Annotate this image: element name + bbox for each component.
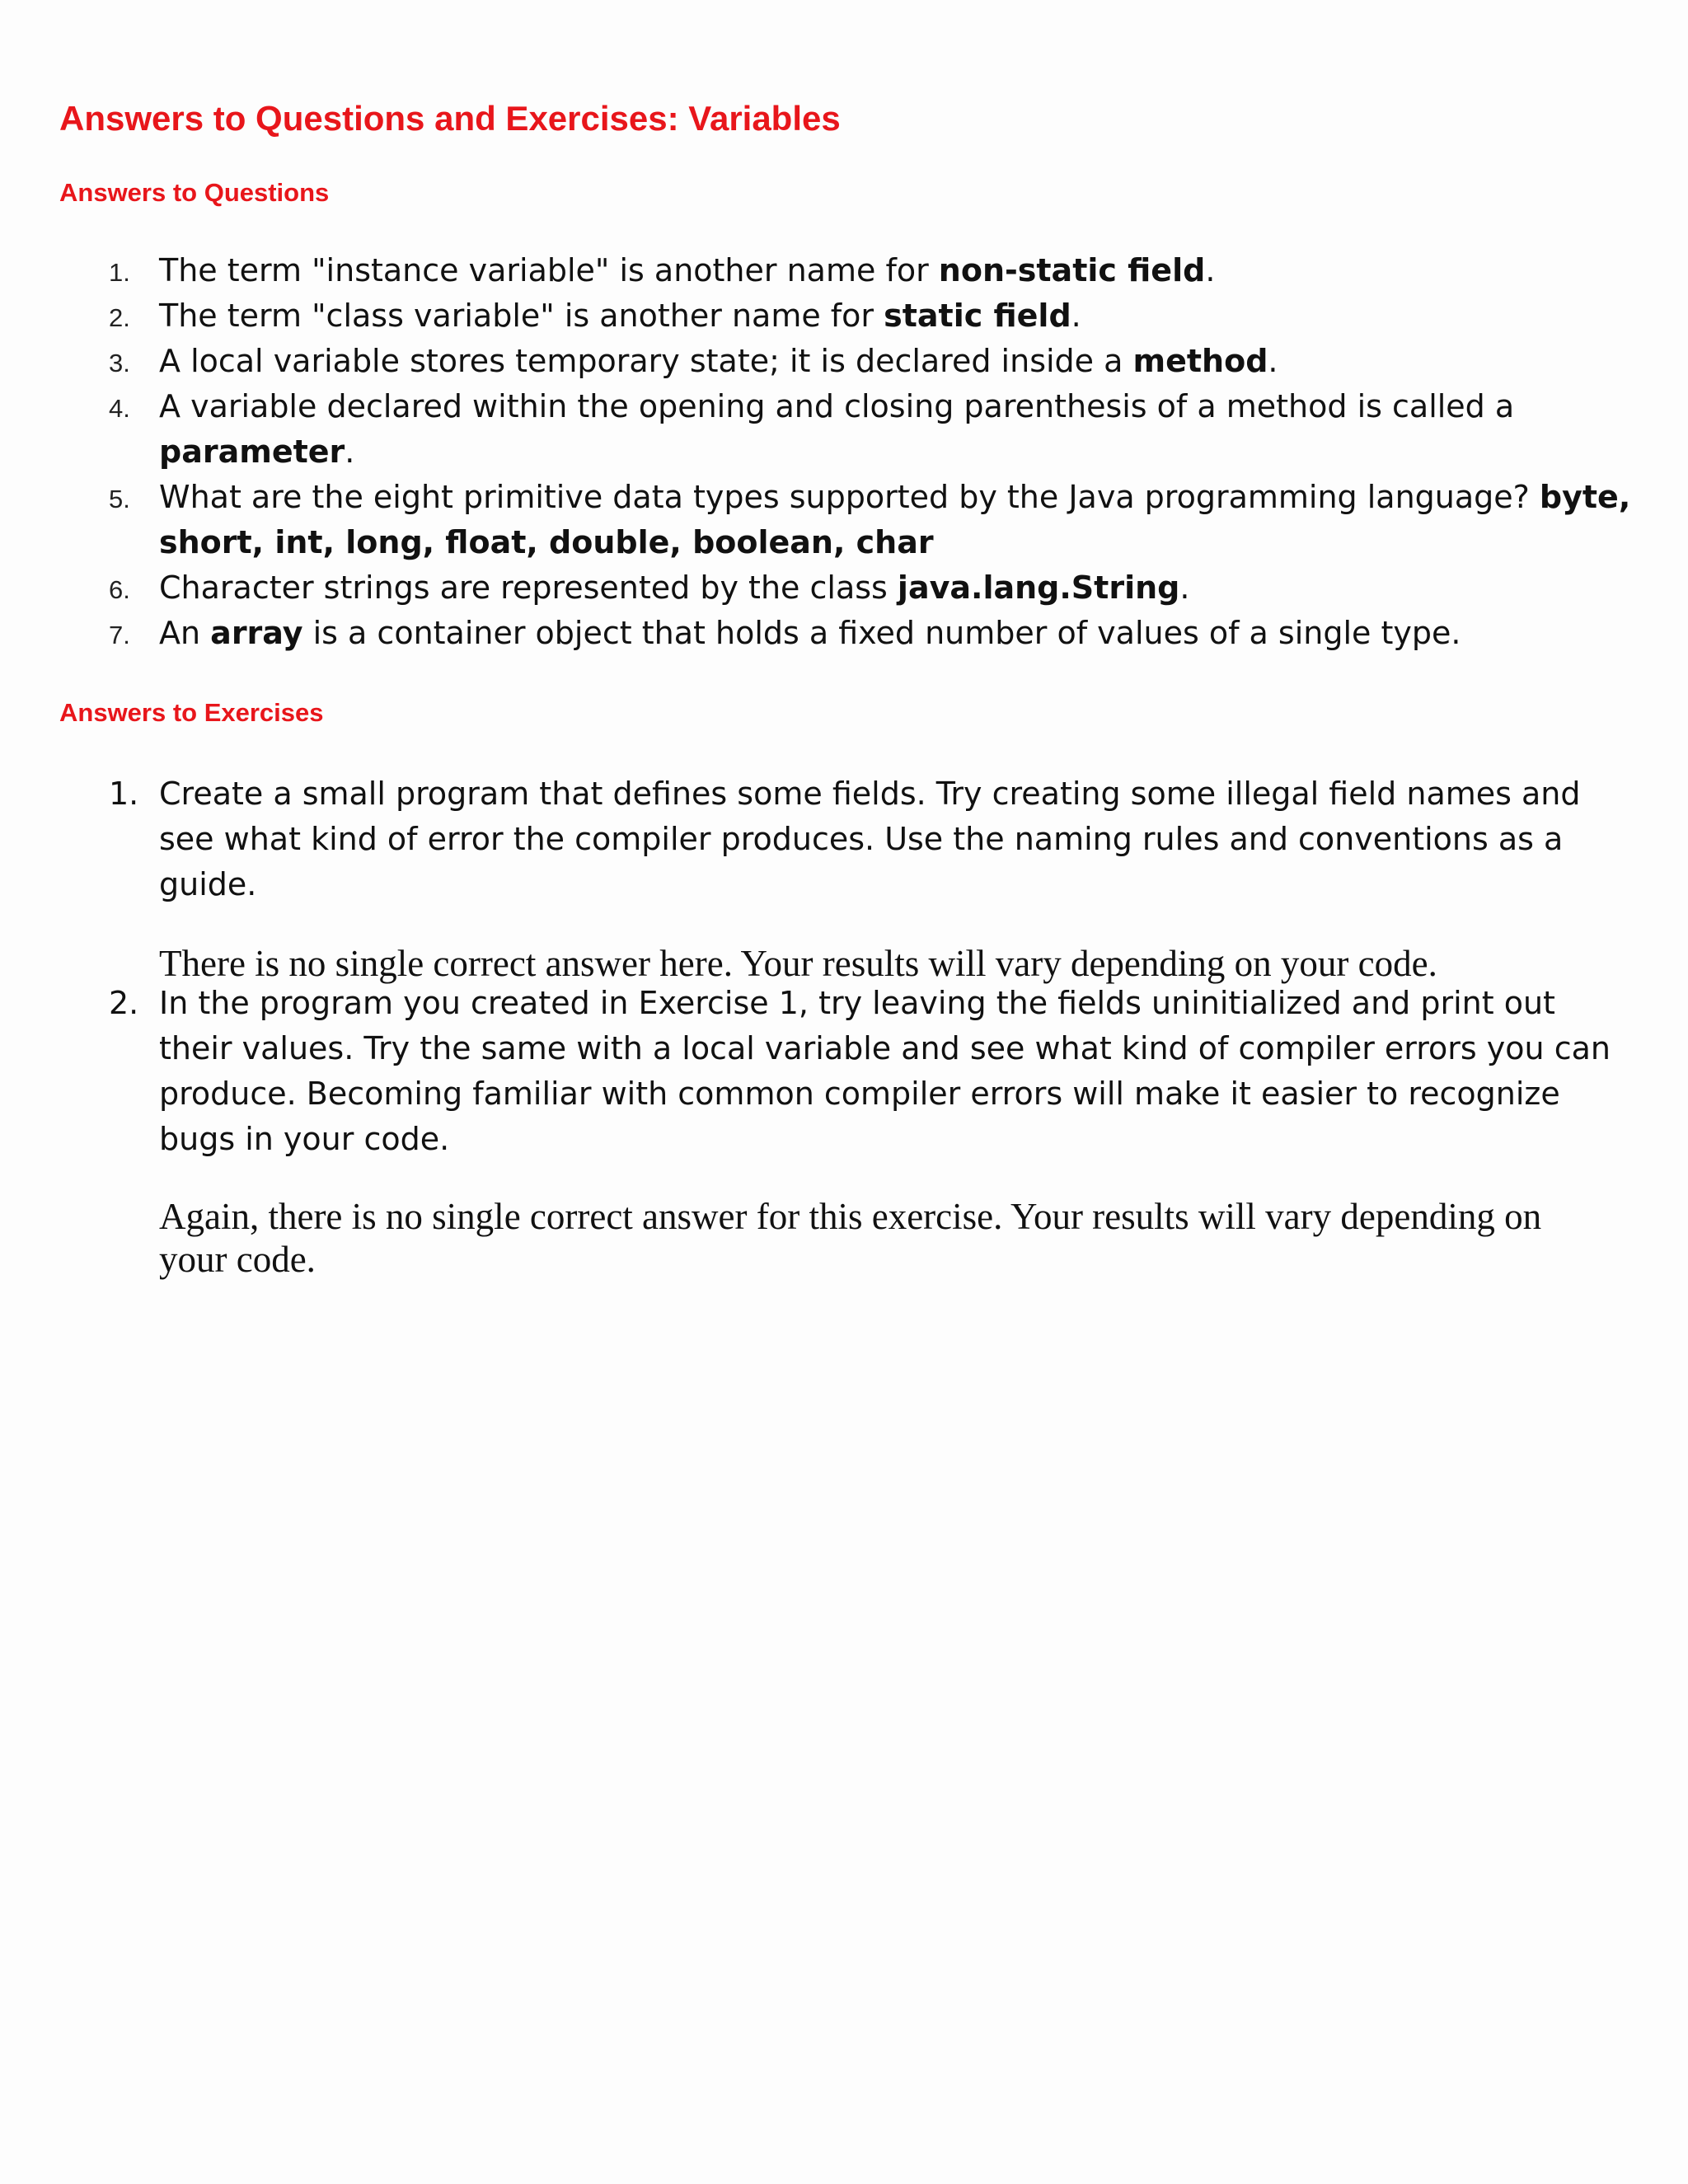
question-answer-item — [0, 611, 1634, 656]
list-number: 1. — [109, 258, 130, 287]
answer-term: static field — [884, 298, 1071, 334]
list-number: 7. — [109, 621, 130, 649]
question-answer-item — [0, 565, 1634, 611]
question-answer-item — [0, 339, 1634, 384]
question-text-end: is a container object that holds a fixed number of values of a single type. — [302, 615, 1461, 651]
question-text: The term "class variable" is another name for — [159, 298, 884, 334]
exercise-number: 2. — [109, 985, 139, 1021]
question-text-end: . — [1268, 343, 1278, 379]
questions-list — [0, 248, 1648, 656]
question-answer-item — [0, 248, 1634, 293]
exercise-text: Create a small program that defines some fields. Try creating some illegal field names and see what kind of error the compiler produces. Use the naming rules and conventions as a guide. — [159, 776, 1581, 902]
exercise-text: In the program you created in Exercise 1, try leaving the fields uninitialized and print out their values. Try the same with a local variable and see what kind of compiler errors you can produce. Becoming familiar with common compiler errors will make it easier to recognize bugs in your code. — [159, 985, 1611, 1157]
question-text: The term "instance variable" is another name for — [159, 252, 939, 288]
answer-term: array — [210, 615, 303, 651]
exercise-answer: Again, there is no single correct answer for this exercise. Your results will vary depending on your code. — [159, 1196, 1542, 1280]
questions-heading: Answers to Questions — [59, 178, 330, 207]
question-text: An — [159, 615, 211, 651]
list-number: 6. — [109, 575, 130, 604]
answer-term: parameter — [159, 434, 345, 470]
question-answer-item — [0, 293, 1634, 339]
list-number: 4. — [109, 394, 130, 423]
question-text: A variable declared within the opening and closing parenthesis of a method is called a — [159, 388, 1515, 424]
question-text: A local variable stores temporary state; it is declared inside a — [159, 343, 1133, 379]
exercises-heading: Answers to Exercises — [59, 698, 324, 727]
question-answer-item — [0, 384, 1634, 475]
question-answer-item — [0, 475, 1634, 565]
answer-term: byte, short, int, long, float, double, boolean, char — [159, 479, 1631, 560]
question-text-end: . — [345, 434, 355, 470]
question-text: What are the eight primitive data types supported by the Java programming language? — [159, 479, 1540, 515]
document-title: Answers to Questions and Exercises: Variables — [59, 99, 841, 138]
exercise-item — [0, 981, 1648, 1281]
answer-term: method — [1132, 343, 1268, 379]
list-number: 5. — [109, 485, 130, 513]
question-text: Character strings are represented by the class — [159, 569, 898, 606]
exercise-number: 1. — [109, 776, 139, 812]
question-text-end: . — [1179, 569, 1190, 606]
exercise-answer: There is no single correct answer here. Your results will vary depending on your code. — [159, 943, 1437, 984]
answer-term: non-static field — [938, 252, 1206, 288]
answer-term: java.lang.String — [897, 569, 1180, 606]
exercise-item — [0, 771, 1648, 985]
list-number: 2. — [109, 303, 130, 332]
question-text-end: . — [1205, 252, 1216, 288]
list-number: 3. — [109, 349, 130, 377]
question-text-end: . — [1071, 298, 1081, 334]
